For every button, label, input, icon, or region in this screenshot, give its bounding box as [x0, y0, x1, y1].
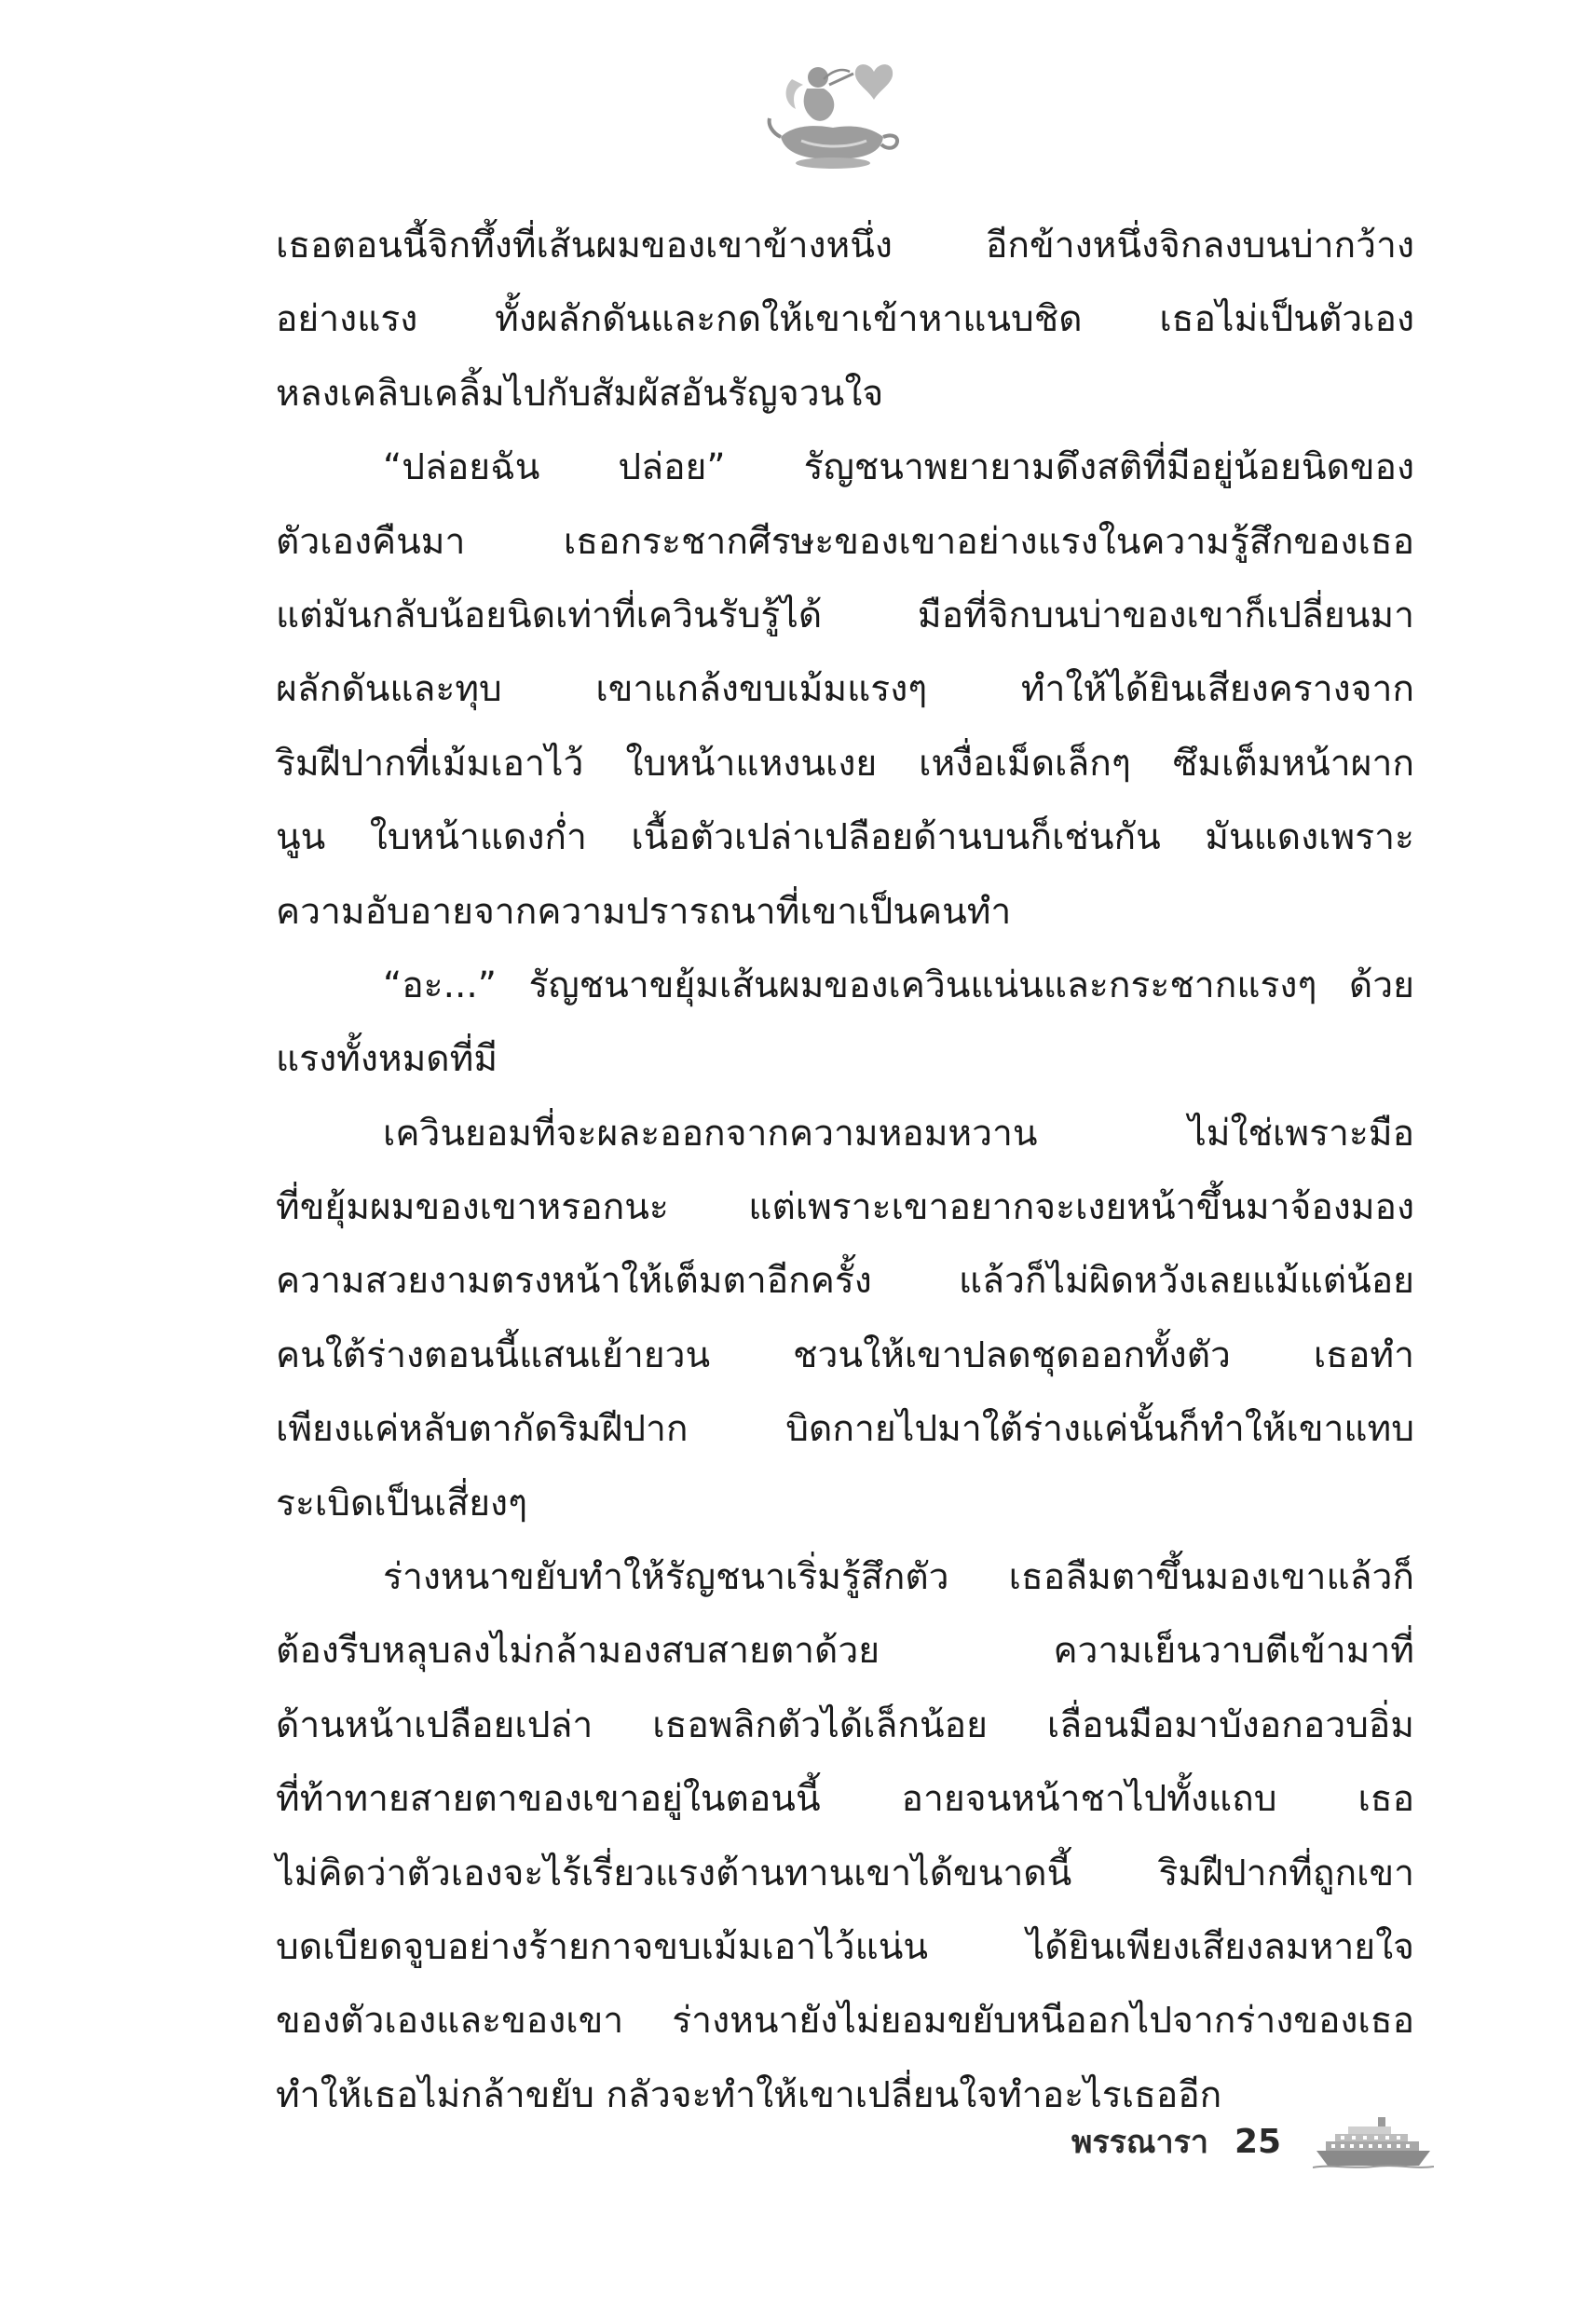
paragraph: [276, 949, 1414, 1097]
ship-icon: [1313, 2113, 1434, 2169]
text-line: แต่มันกลับน้อยนิดเท่าที่เควินรับรู้ได้ มือที่จิกบนบ่าของเขาก็เปลี่ยนมา: [276, 594, 1414, 636]
text-line: ผลักดันและทุบ เขาแกล้งขบเม้มแรงๆ ทำให้ได้ยินเสียงครางจาก: [276, 668, 1414, 711]
book-title: พรรณารา: [1071, 2124, 1208, 2161]
text-line: บดเบียดจูบอย่างร้ายกาจขบเม้มเอาไว้แน่น ได้ยินเพียงเสียงลมหายใจ: [276, 1925, 1414, 1968]
page-number: 25: [1234, 2122, 1282, 2161]
text-line: ความสวยงามตรงหน้าให้เต็มตาอีกครั้ง แล้วก็ไม่ผิดหวังเลยแม้แต่น้อย: [276, 1260, 1414, 1303]
text-line: เธอตอนนี้จิกทึ้งที่เส้นผมของเขาข้างหนึ่ง อีกข้างหนึ่งจิกลงบนบ่ากว้าง: [276, 225, 1414, 267]
page-footer: [1071, 2104, 1434, 2179]
text-line: ด้านหน้าเปลือยเปล่า เธอพลิกตัวได้เล็กน้อย เลื่อนมือมาบังอกอวบอิ่ม: [276, 1703, 1414, 1746]
paragraph: [276, 1097, 1414, 1540]
text-line: อย่างแรง ทั้งผลักดันและกดให้เขาเข้าหาแนบชิด เธอไม่เป็นตัวเอง: [276, 298, 1414, 341]
paragraph: [276, 431, 1414, 949]
text-line: ความอับอายจากความปรารถนาที่เขาเป็นคนทำ: [276, 890, 1012, 933]
text-line: ริมฝีปากที่เม้มเอาไว้ ใบหน้าแหงนเงย เหงื่อเม็ดเล็กๆ ซึมเต็มหน้าผาก: [276, 742, 1414, 785]
body-text: [276, 209, 1414, 2132]
text-line: ไม่คิดว่าตัวเองจะไร้เรี่ยวแรงต้านทานเขาได้ขนาดนี้ ริมฝีปากที่ถูกเขา: [276, 1852, 1414, 1894]
text-line: ร่างหนาขยับทำให้รัญชนาเริ่มรู้สึกตัว เธอลืมตาขึ้นมองเขาแล้วก็: [383, 1556, 1414, 1599]
text-line: “ปล่อยฉัน ปล่อย” รัญชนาพยายามดึงสติที่มีอยู่น้อยนิดของ: [383, 446, 1414, 489]
text-line: ที่ท้าทายสายตาของเขาอยู่ในตอนนี้ อายจนหน้าชาไปทั้งแถบ เธอ: [276, 1778, 1414, 1821]
text-line: ของตัวเองและของเขา ร่างหนายังไม่ยอมขยับหนีออกไปจากร่างของเธอ: [276, 2000, 1414, 2043]
text-line: ทำให้เธอไม่กล้าขยับ กลัวจะทำให้เขาเปลี่ยนใจทำอะไรเธออีก: [276, 2073, 1222, 2116]
text-line: คนใต้ร่างตอนนี้แสนเย้ายวน ชวนให้เขาปลดชุดออกทั้งตัว เธอทำ: [276, 1333, 1414, 1376]
text-line: ตัวเองคืนมา เธอกระชากศีรษะของเขาอย่างแรงในความรู้สึกของเธอ: [276, 520, 1414, 563]
text-line: ที่ขยุ้มผมของเขาหรอกนะ แต่เพราะเขาอยากจะเงยหน้าขึ้นมาจ้องมอง: [276, 1186, 1414, 1229]
text-line: “อะ...” รัญชนาขยุ้มเส้นผมของเควินแน่นและกระชากแรงๆ ด้วย: [383, 964, 1414, 1006]
paragraph: [276, 209, 1414, 431]
text-line: แรงทั้งหมดที่มี: [276, 1038, 498, 1081]
text-line: นูน ใบหน้าแดงก่ำ เนื้อตัวเปล่าเปลือยด้านบนก็เช่นกัน มันแดงเพราะ: [276, 816, 1414, 859]
text-line: เพียงแค่หลับตากัดริมฝีปาก บิดกายไปมาใต้ร่างแค่นั้นก็ทำให้เขาแทบ: [276, 1408, 1414, 1451]
text-line: เควินยอมที่จะผละออกจากความหอมหวาน ไม่ใช่เพราะมือ: [383, 1112, 1414, 1155]
cupid-teapot-ornament-icon: [764, 51, 904, 172]
text-line: หลงเคลิบเคลิ้มไปกับสัมผัสอันรัญจวนใจ: [276, 372, 884, 415]
paragraph: [276, 1540, 1414, 2132]
text-line: ต้องรีบหลุบลงไม่กล้ามองสบสายตาด้วย ความเย็นวาบตีเข้ามาที่: [276, 1630, 1414, 1673]
text-line: ระเบิดเป็นเสี่ยงๆ: [276, 1482, 528, 1525]
